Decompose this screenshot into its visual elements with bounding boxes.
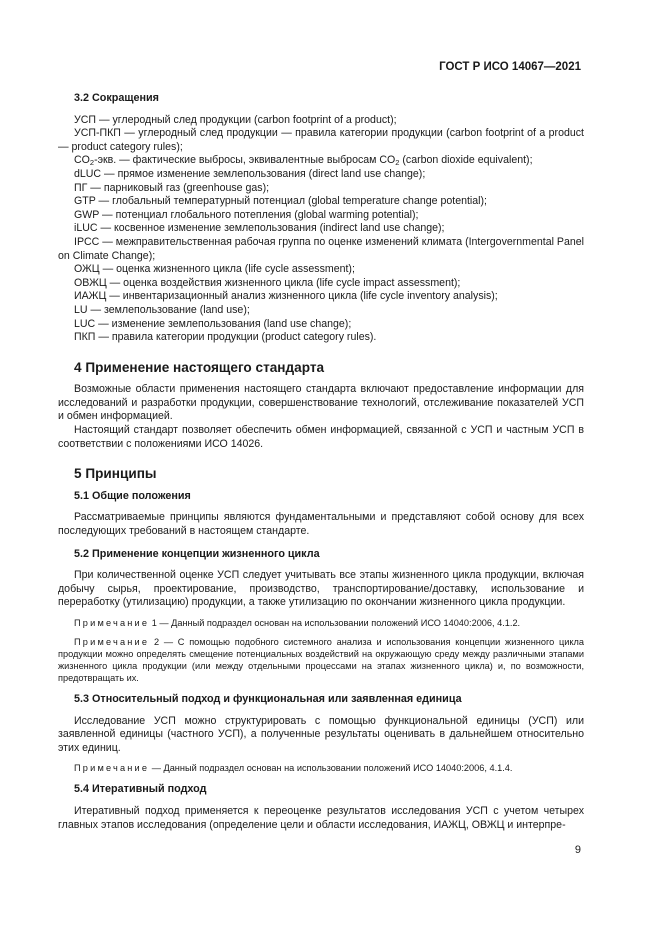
note-label: Примечание [74, 618, 150, 628]
co2-c: (carbon dioxide equivalent); [399, 154, 533, 167]
abbr-item: УСП — углеродный след продукции (carbon footprint of a product); [74, 113, 397, 126]
co2-sub1: 2 [89, 158, 95, 168]
abbr-item-co2 [58, 154, 584, 168]
note-text: 1 — Данный подраздел основан на использовании положений ИСО 14040:2006, 4.1.2. [149, 618, 521, 628]
section-5-4-paragraph: Итеративный подход применяется к переоценке результатов исследования УСП с учетом четырех главных этапов исследования (определение цели и области исследования, ИАЖЦ, ОВЖЦ и интерпре- [58, 804, 584, 831]
co2-b: -экв. — фактические выбросы, эквивалентные выбросам CO [94, 154, 396, 167]
section-4-paragraph-1: Возможные области применения настоящего стандарта включают предоставление информации для исследований и разработки продукции, совершенствование технологий, отслеживание показателей УСП и обмен информацией. [58, 383, 584, 423]
note-1 [58, 617, 584, 629]
abbr-item: ИАЖЦ — инвентаризационный анализ жизненного цикла (life cycle inventory analysis); [74, 290, 498, 303]
section-5-2-title: 5.2 Применение концепции жизненного цикла [74, 547, 320, 560]
section-5-3-title: 5.3 Относительный подход и функциональная или заявленная единица [74, 693, 462, 705]
section-5-title: 5 Принципы [74, 466, 157, 482]
note-label: Примечание [74, 763, 150, 774]
co2-sub2: 2 [395, 158, 400, 168]
section-5-1-paragraph: Рассматриваемые принципы являются фундаментальными и представляют собой основу для всех последующих требований в настоящем стандарте. [58, 511, 584, 538]
abbreviations-list [58, 114, 584, 345]
page-number: 9 [574, 844, 581, 856]
section-5-3-paragraph: Исследование УСП можно структурировать с помощью функциональной единицы (УСП) или заявленной единицы (частного УСП), а полученные результаты оценивать в дальнейшем относительно этих единиц. [58, 714, 584, 754]
abbr-item: GWP — потенциал глобального потепления (global warming potential); [74, 208, 419, 221]
section-5-4-title: 5.4 Итеративный подход [74, 783, 207, 796]
abbr-item: GTP — глобальный температурный потенциал (global temperature change potential); [74, 195, 487, 208]
abbr-item: ПКП — правила категории продукции (product category rules). [74, 331, 377, 344]
standard-header: ГОСТ Р ИСО 14067—2021 [439, 61, 581, 73]
abbr-item: ОВЖЦ — оценка воздействия жизненного цикла (life cycle impact assessment); [74, 276, 461, 289]
abbr-item: ПГ — парниковый газ (greenhouse gas); [74, 181, 270, 194]
section-3-2-title: 3.2 Сокращения [74, 92, 159, 104]
section-5-2-paragraph: При количественной оценке УСП следует учитывать все этапы жизненного цикла продукции, включая добычу сырья, проектирование, производство, транспортирование/доставку, использование и переработку (утилизацию) продукции, а также утилизацию по окончании жизненного цикла продукции. [58, 569, 584, 609]
abbr-item: УСП-ПКП — углеродный след продукции — правила категории продукции (carbon footprint of a product — product category rules); [58, 127, 584, 153]
abbr-item: iLUC — косвенное изменение землепользования (indirect land use change); [74, 222, 445, 235]
abbr-item: LU — землепользование (land use); [74, 303, 250, 316]
page-content [58, 92, 584, 832]
co2-a: CO [74, 154, 90, 167]
section-4-title: 4 Применение настоящего стандарта [74, 359, 325, 375]
abbr-item: dLUC — прямое изменение землепользования (direct land use change); [74, 167, 426, 180]
note-text: — Данный подраздел основан на использовании положений ИСО 14040:2006, 4.1.4. [149, 763, 513, 774]
abbr-item: LUC — изменение землепользования (land use change); [74, 317, 352, 330]
abbr-item: ОЖЦ — оценка жизненного цикла (life cycle assessment); [74, 263, 355, 276]
note-label: Примечание [74, 637, 150, 647]
note-2 [58, 636, 584, 684]
note-text: 2 — С помощью подобного системного анализа и использования концепции жизненного цикла продукции можно определять смещение потенциальных воздействий на окружающую среду между различными этапами жизненного цикла продукции (или между отдельными процессами на этапах жизненного цикла) и, по возможности, предотвращать их. [58, 637, 584, 683]
note-5-3 [58, 762, 584, 774]
section-4-paragraph-2: Настоящий стандарт позволяет обеспечить обмен информацией, связанной с УСП и частным УСП в соответствии с положениями ИСО 14026. [58, 424, 584, 450]
abbr-item: IPCC — межправительственная рабочая группа по оценке изменений климата (Intergovernmental Panel on Climate Change); [58, 235, 585, 262]
section-5-1-title: 5.1 Общие положения [74, 489, 191, 502]
